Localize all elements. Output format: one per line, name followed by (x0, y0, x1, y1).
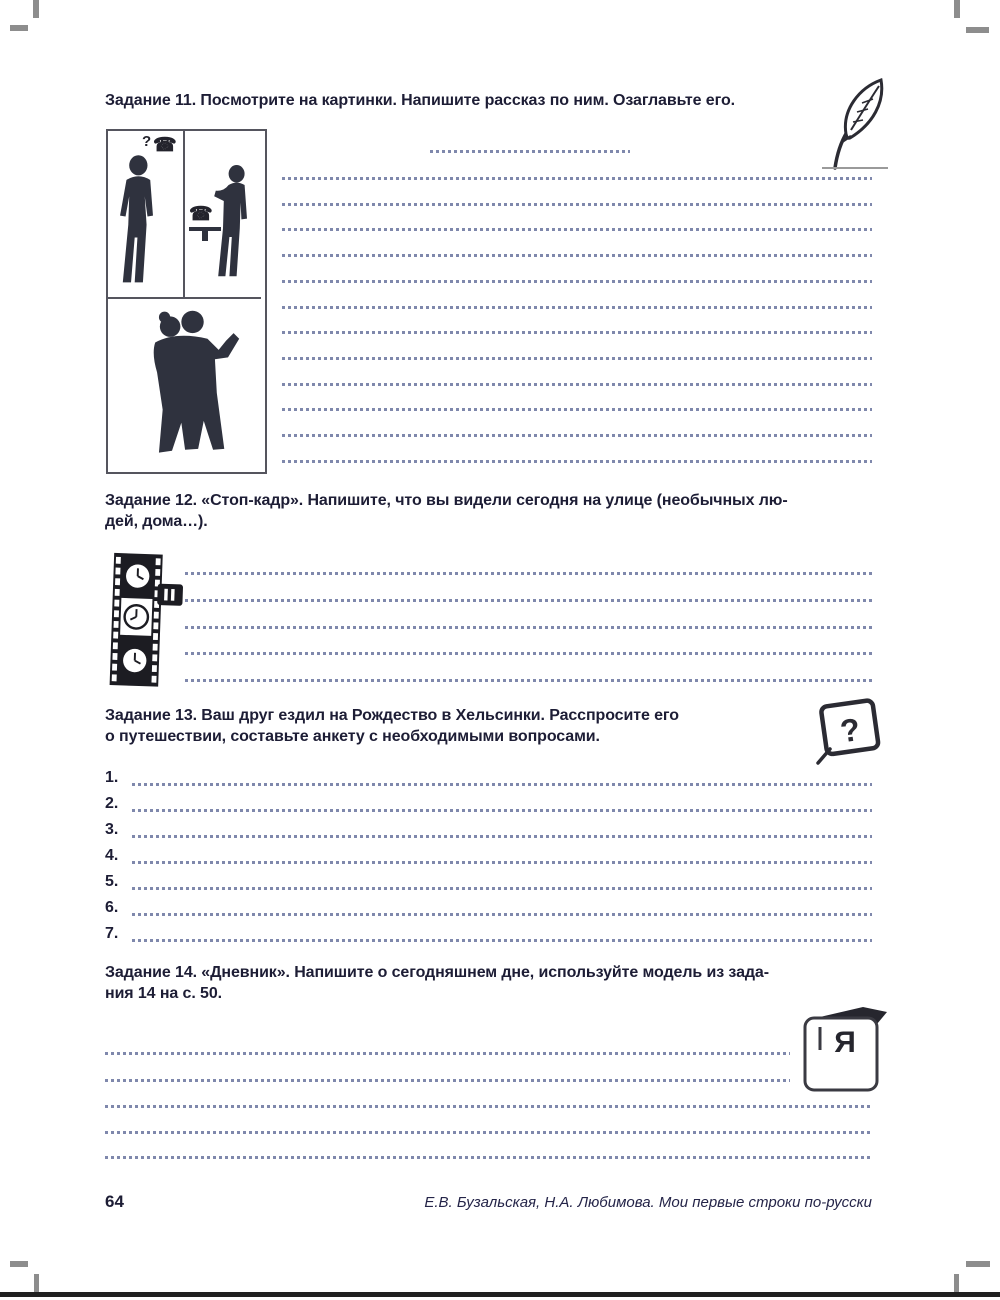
picture-cell-dancing-couple (108, 299, 261, 468)
writing-line (282, 434, 872, 437)
silhouette-dancing-couple (116, 303, 256, 465)
writing-line (132, 887, 872, 890)
picture-cell-man-thinking (108, 131, 185, 299)
writing-line (185, 652, 872, 655)
crop-mark-top-left-vertical (33, 0, 39, 18)
writing-line (105, 1131, 872, 1134)
silhouette-standing-man (110, 149, 174, 295)
item-number-6: 6. (105, 899, 119, 916)
writing-line (282, 357, 872, 360)
telephone-icon: ☎ (189, 204, 213, 225)
writing-line (282, 331, 872, 334)
writing-line (282, 280, 872, 283)
task-12-heading-line2: дей, дома…). (105, 513, 208, 530)
writing-line (282, 228, 872, 231)
crop-mark-bottom-left-horizontal (10, 1261, 28, 1267)
task-13-heading-line1: Задание 13. Ваш друг ездил на Рождество в Хельсинки. Расспросите его (105, 707, 679, 724)
diary-label: Я (834, 1026, 856, 1059)
question-mark: ? (142, 133, 152, 150)
task-11-heading-line: Задание 11. Посмотрите на картинки. Напишите рассказ по ним. Озаглавьте его. (105, 92, 735, 109)
task-14-heading-line2: ния 14 на с. 50. (105, 985, 222, 1002)
writing-line (105, 1105, 872, 1108)
item-number-5: 5. (105, 873, 119, 890)
question-sign-icon (810, 697, 894, 769)
writing-line (185, 626, 872, 629)
writing-line (282, 383, 872, 386)
title-writing-line (430, 150, 630, 153)
item-number-4: 4. (105, 847, 119, 864)
writing-line (282, 460, 872, 463)
diary-icon (797, 1002, 891, 1096)
silhouette-phone-man (203, 147, 261, 295)
writing-line (132, 835, 872, 838)
writing-line (132, 939, 872, 942)
crop-mark-top-right-horizontal (966, 27, 989, 33)
film-strip-icon (98, 552, 186, 688)
item-number-7: 7. (105, 925, 119, 942)
telephone-icon: ☎ (153, 135, 177, 156)
task-14-heading (105, 962, 905, 1004)
writing-line (282, 408, 872, 411)
task-13-heading (105, 705, 805, 747)
crop-mark-top-left-horizontal (10, 25, 28, 31)
page-bottom-rule (0, 1292, 1000, 1297)
crop-mark-top-right-vertical (954, 0, 960, 18)
task-11-heading (105, 90, 845, 111)
task-12-heading-line1: Задание 12. «Стоп-кадр». Напишите, что вы видели сегодня на улице (необычных лю- (105, 492, 788, 509)
writing-line (132, 783, 872, 786)
writing-line (282, 203, 872, 206)
writing-line (282, 254, 872, 257)
picture-cell-man-on-phone (185, 131, 261, 299)
task-12-heading (105, 490, 895, 532)
question-sign-mark: ? (837, 711, 863, 750)
writing-line (282, 306, 872, 309)
item-number-3: 3. (105, 821, 119, 838)
writing-line (132, 861, 872, 864)
writing-line (185, 599, 872, 602)
quill-baseline-rule (822, 167, 888, 169)
item-number-2: 2. (105, 795, 119, 812)
writing-line (132, 809, 872, 812)
page-footer (105, 1192, 872, 1214)
page-number: 64 (105, 1192, 124, 1211)
writing-line (185, 572, 872, 575)
task-13-heading-line2: о путешествии, составьте анкету с необходимыми вопросами. (105, 728, 600, 745)
writing-line (185, 679, 872, 682)
task-14-heading-line1: Задание 14. «Дневник». Напишите о сегодняшнем дне, используйте модель из зада- (105, 964, 769, 981)
item-number-1: 1. (105, 769, 119, 786)
writing-line (132, 913, 872, 916)
book-title-footer: Е.В. Бузальская, Н.А. Любимова. Мои первые строки по-русски (424, 1194, 872, 1211)
writing-line (105, 1079, 790, 1082)
writing-line (105, 1052, 790, 1055)
writing-line (105, 1156, 872, 1159)
crop-mark-bottom-right-horizontal (966, 1261, 990, 1267)
writing-line (282, 177, 872, 180)
quill-pen-icon (815, 76, 893, 172)
picture-panel (106, 129, 267, 474)
